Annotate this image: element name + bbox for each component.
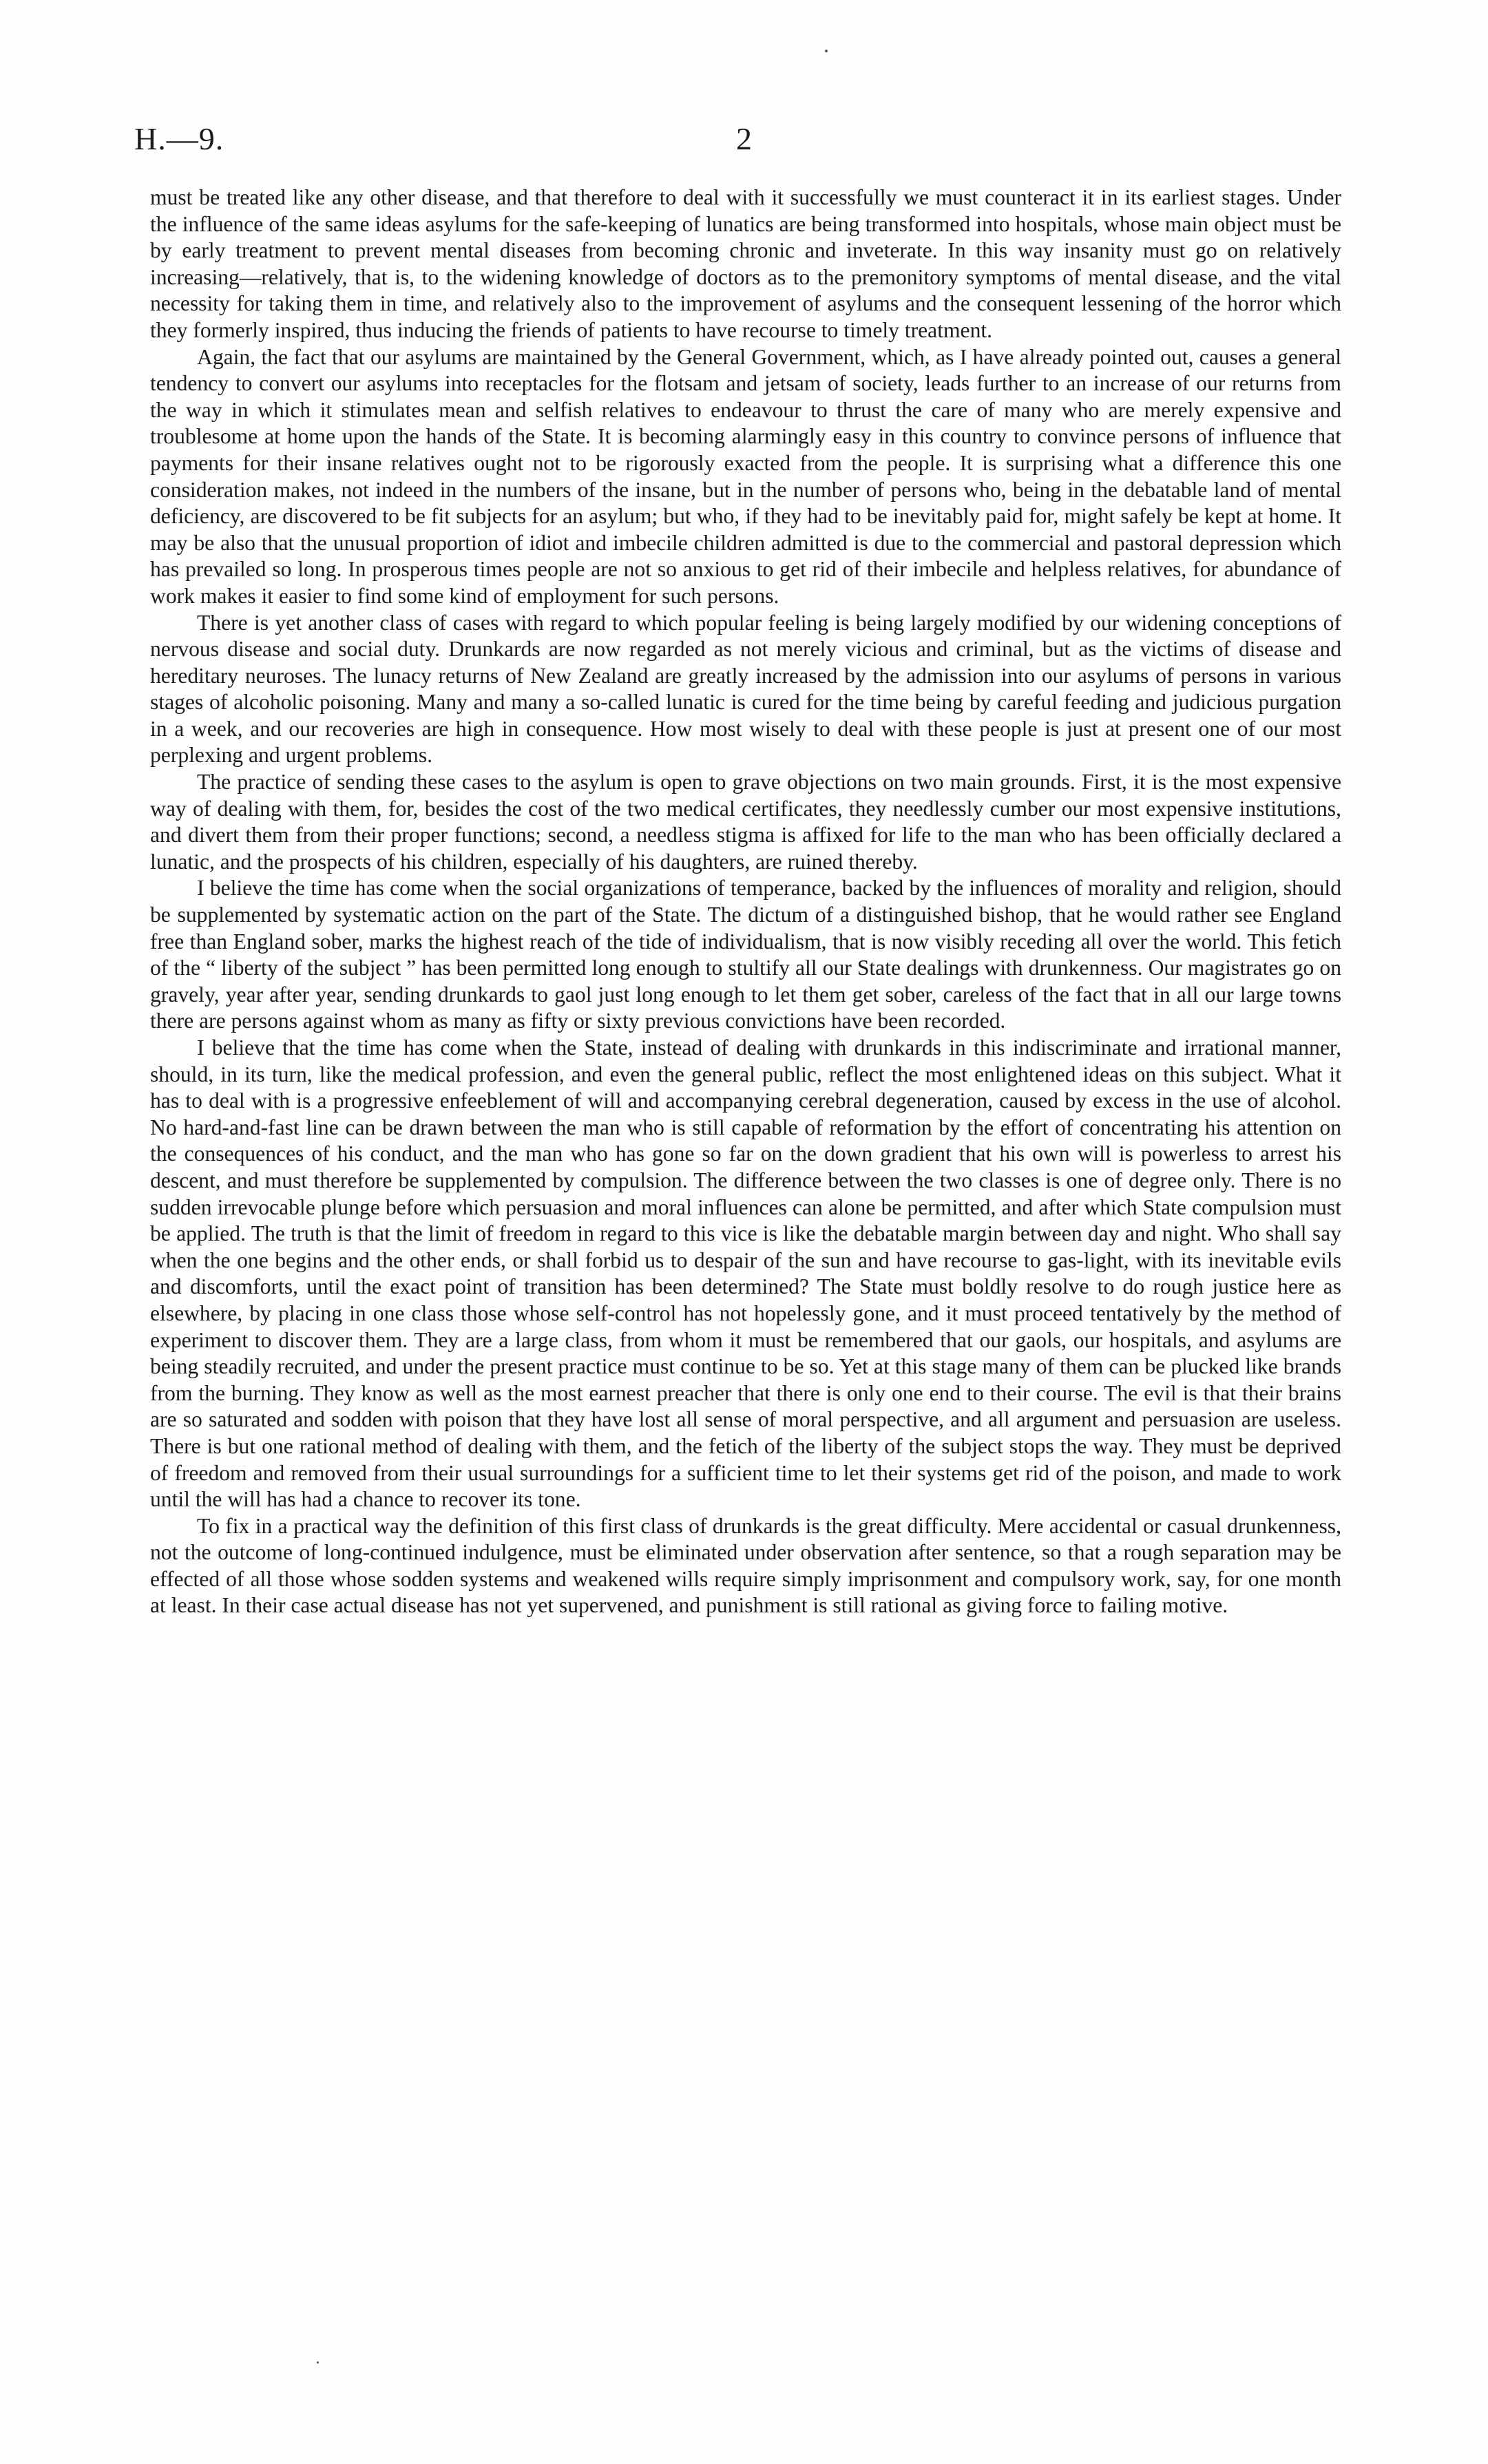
scan-speck — [825, 50, 828, 52]
paragraph: I believe the time has come when the social organizations of temperance, backed by the influences of morality and religion, should be supplemented by systematic action on the part of the State. The dictum of a distinguished bishop, that he would rather see England free than England sober, marks the highest reach of the tide of individualism, that is now visibly receding all over the world. This fetich of the “ liberty of the subject ” has been permitted long enough to stultify all our State dealings with drunkenness. Our magistrates go on gravely, year after year, sending drunkards to gaol just long enough to let them get sober, careless of the fact that in all our large towns there are persons against whom as many as fifty or sixty previous convictions have been recorded. — [150, 876, 1341, 1033]
paragraph: must be treated like any other disease, and that therefore to deal with it successfully we must counteract it in its earliest stages. Under the influence of the same ideas asylums for the safe-keeping of lunatics are being transformed into hospitals, whose main object must be by early treatment to prevent mental diseases from becoming chronic and inveterate. In this way insanity must go on relatively increasing—relatively, that is, to the widening knowledge of doctors as to the premonitory symptoms of mental disease, and the vital necessity for taking them in time, and relatively also to the improvement of asylums and the consequent lessening of the horror which they formerly inspired, thus inducing the friends of patients to have recourse to timely treatment. — [150, 185, 1341, 342]
paragraph: The practice of sending these cases to the asylum is open to grave objections on two main grounds. First, it is the most expensive way of dealing with them, for, besides the cost of the two medical certificates, they needlessly cumber our most expensive institutions, and divert them from their proper functions; second, a needless stigma is affixed for life to the man who has been officially declared a lunatic, and the prospects of his children, especially of his daughters, are ruined thereby. — [150, 770, 1341, 874]
body-text — [150, 185, 1341, 1619]
paragraph: Again, the fact that our asylums are maintained by the General Government, which, as I have already pointed out, causes a general tendency to convert our asylums into receptacles for the flotsam and jetsam of society, leads further to an increase of our returns from the way in which it stimulates mean and selfish relatives to endeavour to thrust the care of many who are merely expensive and troublesome at home upon the hands of the State. It is becoming alarmingly easy in this country to convince persons of influence that payments for their insane relatives ought not to be rigorously exacted from the people. It is surprising what a difference this one consideration makes, not indeed in the numbers of the insane, but in the number of persons who, being in the debatable land of mental deficiency, are discovered to be fit subjects for an asylum; but who, if they had to be inevitably paid for, might safely be kept at home. It may be also that the unusual proportion of idiot and imbecile children admitted is due to the commercial and pastoral depression which has prevailed so long. In prosperous times people are not so anxious to get rid of their imbecile and helpless relatives, for abundance of work makes it easier to find some kind of employment for such persons. — [150, 344, 1341, 608]
paragraph: To fix in a practical way the definition of this first class of drunkards is the great difficulty. Mere accidental or casual drunkenness, not the outcome of long-continued indulgence, must be eliminated under observation after sentence, so that a rough separation may be effected of all those whose sodden systems and weakened wills require simply imprisonment and compulsory work, say, for one month at least. In their case actual disease has not yet supervened, and punishment is still rational as giving force to failing motive. — [150, 1513, 1341, 1618]
scan-speck — [317, 2361, 319, 2363]
paragraph: There is yet another class of cases with regard to which popular feeling is being largely modified by our widening conceptions of nervous disease and social duty. Drunkards are now regarded as not merely vicious and criminal, but as the victims of disease and hereditary neuroses. The lunacy returns of New Zealand are greatly increased by the admission into our asylums of persons in various stages of alcoholic poisoning. Many and many a so-called lunatic is cured for the time being by careful feeding and judicious purgation in a week, and our recoveries are high in consequence. How most wisely to deal with these people is just at present one of our most perplexing and urgent problems. — [150, 610, 1341, 768]
document-reference: H.—9. — [134, 121, 224, 156]
page-header — [134, 120, 1354, 169]
paragraph: I believe that the time has come when the State, instead of dealing with drunkards in this indiscriminate and irrational manner, should, in its turn, like the medical profession, and even the general public, reflect the most enlightened ideas on this subject. What it has to deal with is a progressive enfeeblement of will and accompanying cerebral degeneration, caused by excess in the use of alcohol. No hard-and-fast line can be drawn between the man who is still capable of reformation by the effort of concentrating his attention on the consequences of his conduct, and the man who has gone so far on the down gradient that his own will is powerless to arrest his descent, and must therefore be supplemented by compulsion. The difference between the two classes is one of degree only. There is no sudden irrevocable plunge before which persuasion and moral influences can alone be permitted, and after which State compulsion must be applied. The truth is that the limit of freedom in regard to this vice is like the debatable margin between day and night. Who shall say when the one begins and the other ends, or shall forbid us to despair of the sun and have recourse to gas-light, with its inevitable evils and discomforts, until the exact point of transition has been determined? The State must boldly resolve to do rough justice here as elsewhere, by placing in one class those whose self-control has not hopelessly gone, and it must proceed tentatively by the method of experiment to discover them. They are a large class, from whom it must be remembered that our gaols, our hospitals, and asylums are being steadily recruited, and under the present practice must continue to be so. Yet at this stage many of them can be plucked like brands from the burning. They know as well as the most earnest preacher that there is only one end to their course. The evil is that their brains are so saturated and sodden with poison that they have lost all sense of moral perspective, and all argument and persuasion are useless. There is but one rational method of dealing with them, and the fetich of the liberty of the subject stops the way. They must be deprived of freedom and removed from their usual surroundings for a sufficient time to let their systems get rid of the poison, and made to work until the will has had a chance to recover its tone. — [150, 1035, 1341, 1512]
page-number: 2 — [736, 121, 752, 156]
